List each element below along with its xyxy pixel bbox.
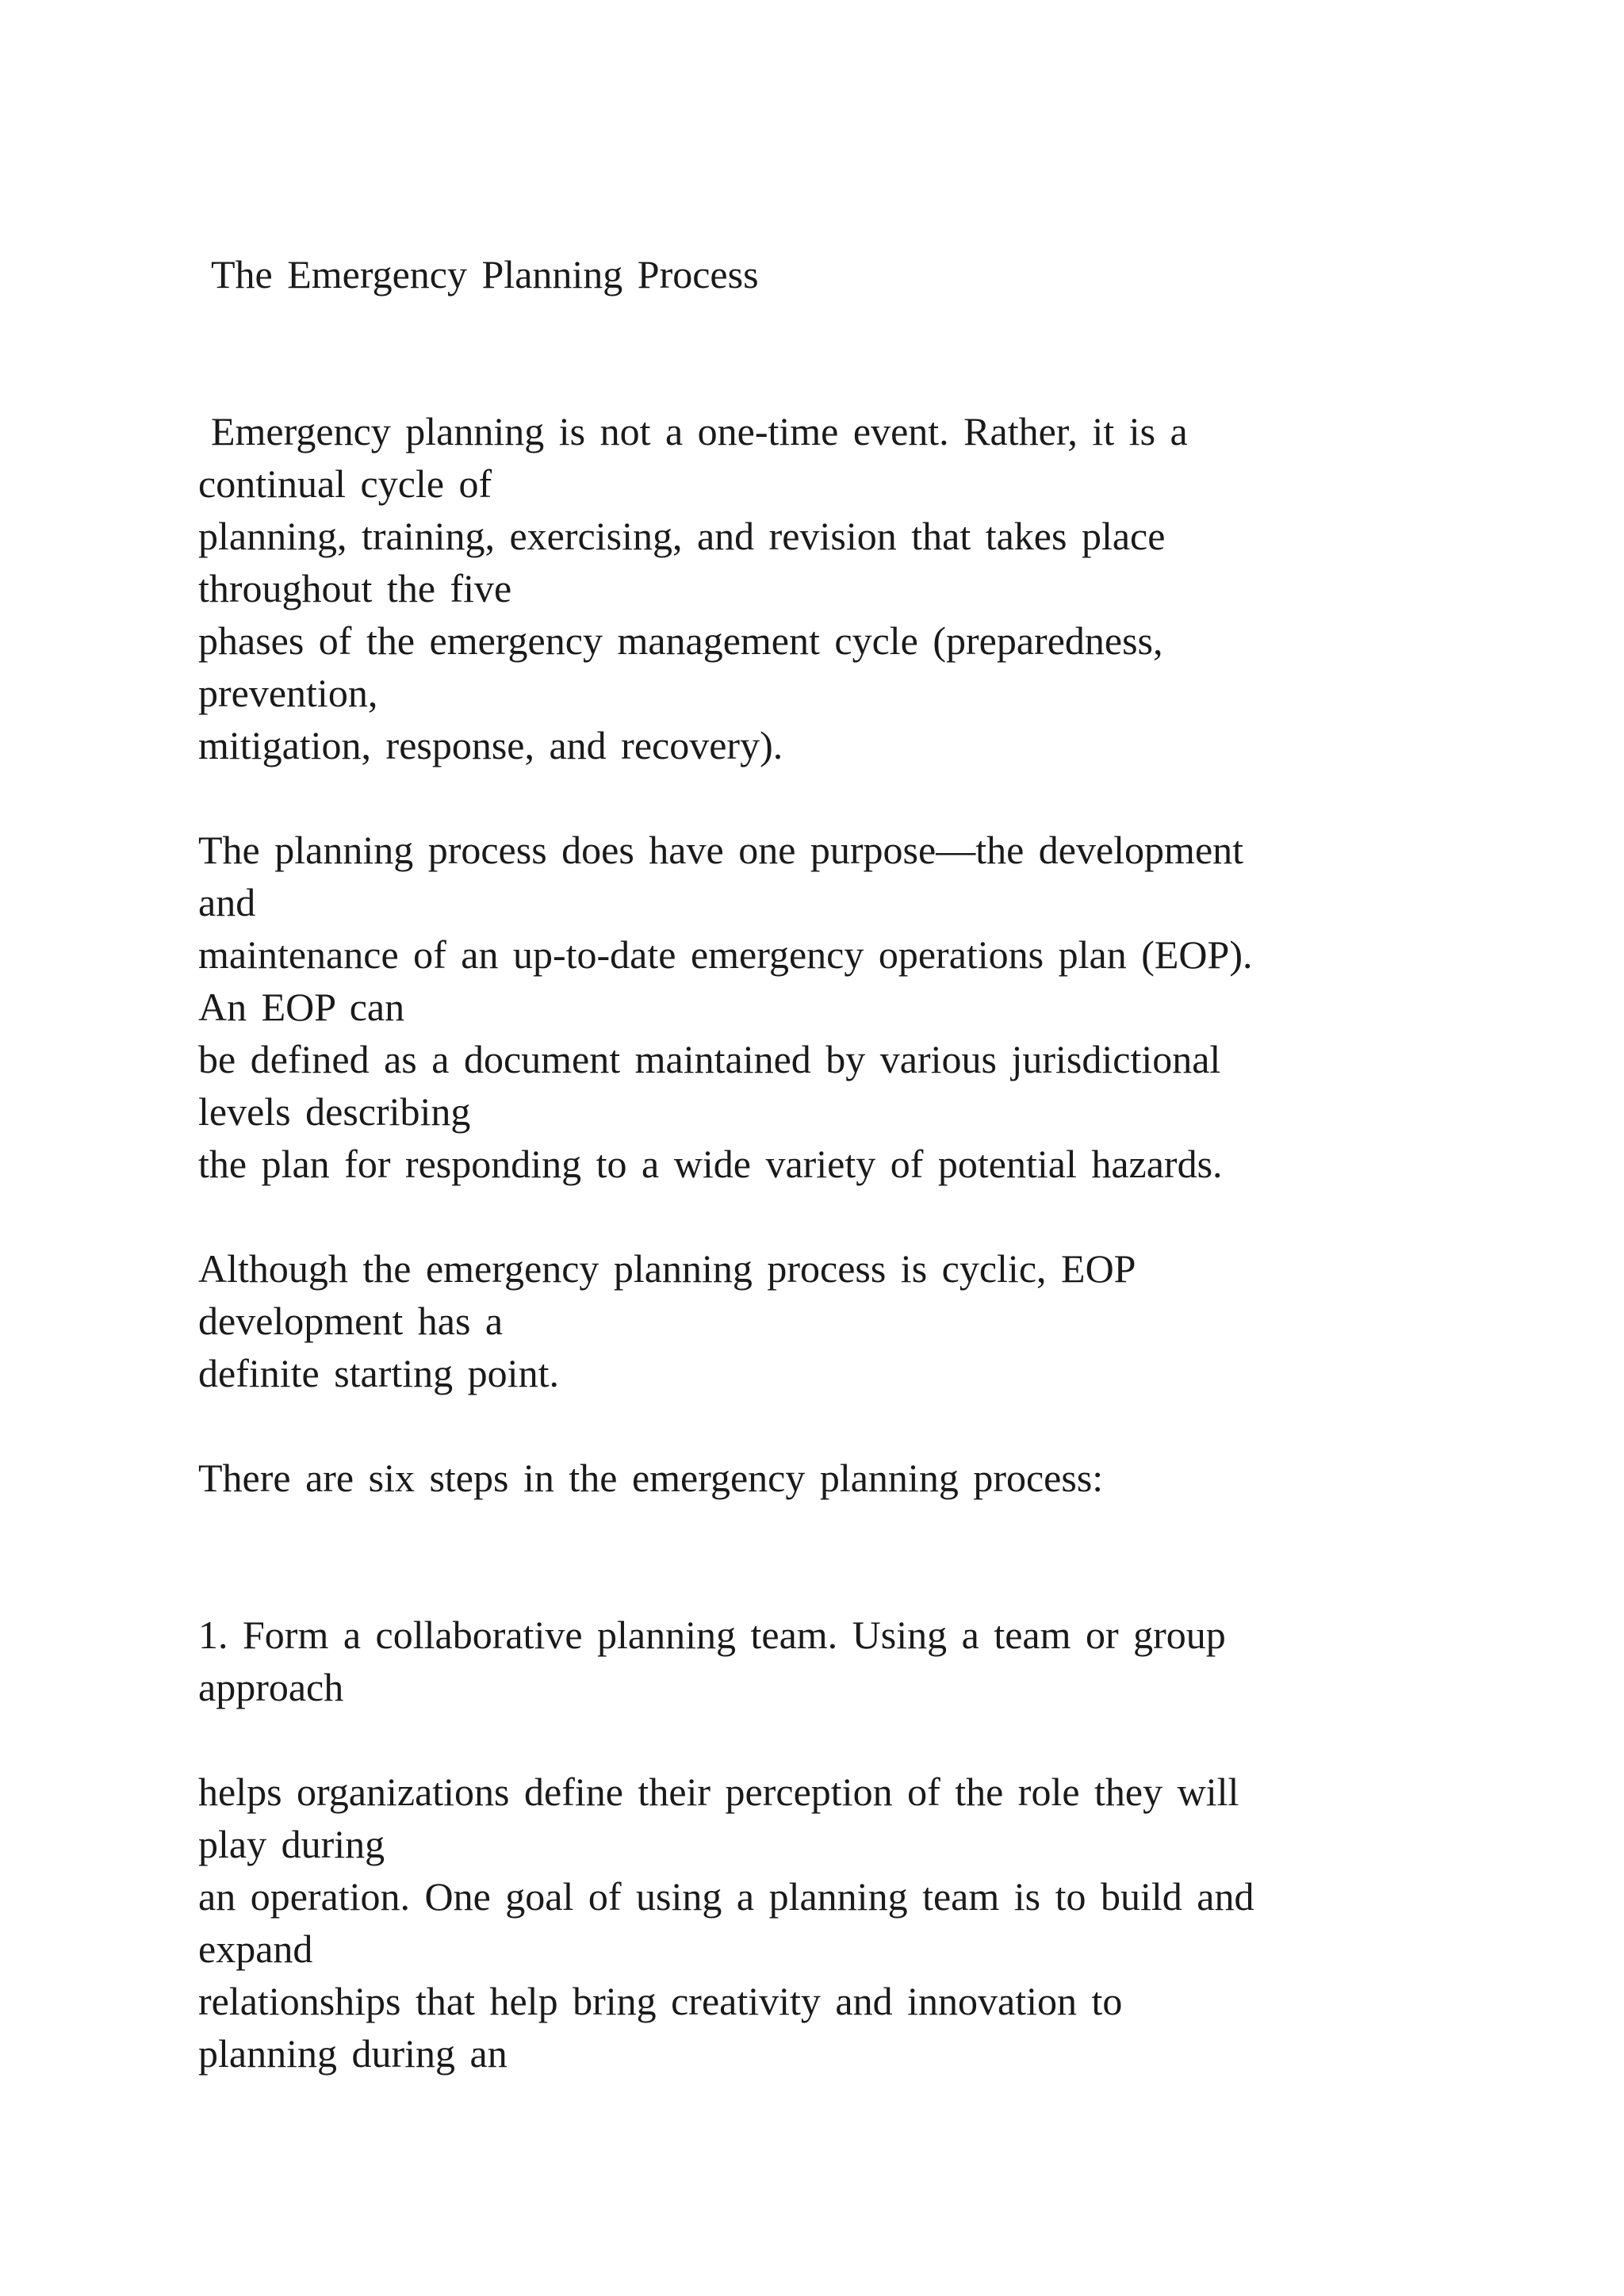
paragraph-2-line-2: and (198, 880, 256, 924)
paragraph-2-line-6: levels describing (198, 1089, 471, 1134)
paragraph-1-line-7: mitigation, response, and recovery). (198, 723, 783, 767)
paragraph-1-line-3: planning, training, exercising, and revision that takes place (198, 514, 1166, 558)
paragraph-1-line-6: prevention, (198, 671, 378, 715)
paragraph-6-line-1: helps organizations define their perception of the role they will (198, 1770, 1239, 1814)
paragraph-3-line-1: Although the emergency planning process is cyclic, EOP (198, 1246, 1136, 1291)
paragraph-3-line-2: development has a (198, 1299, 504, 1343)
paragraph-1-line-2: continual cycle of (198, 461, 492, 506)
paragraph-2-line-5: be defined as a document maintained by various jurisdictional (198, 1037, 1221, 1081)
paragraph-1-line-1: Emergency planning is not a one-time event. Rather, it is a (211, 409, 1188, 453)
paragraph-2-line-4: An EOP can (198, 985, 405, 1029)
paragraph-6-line-5: relationships that help bring creativity and innovation to (198, 1979, 1123, 2023)
step-1-line-1: 1. Form a collaborative planning team. Using a team or group (198, 1613, 1226, 1657)
paragraph-1-line-5: phases of the emergency management cycle (preparedness, (198, 618, 1163, 663)
paragraph-4-line-1: There are six steps in the emergency planning process: (198, 1456, 1104, 1500)
paragraph-2-line-7: the plan for responding to a wide variety of potential hazards. (198, 1142, 1223, 1186)
paragraph-1-line-4: throughout the five (198, 566, 512, 610)
paragraph-6-line-4: expand (198, 1927, 313, 1971)
paragraph-6-line-6: planning during an (198, 2031, 508, 2076)
paragraph-6-line-3: an operation. One goal of using a planning team is to build and (198, 1874, 1254, 1919)
paragraph-2-line-1: The planning process does have one purpose—the development (198, 828, 1244, 872)
paragraph-3-line-3: definite starting point. (198, 1351, 559, 1395)
step-1-line-2: approach (198, 1665, 344, 1709)
document-title: The Emergency Planning Process (211, 252, 759, 297)
paragraph-2-line-3: maintenance of an up-to-date emergency operations plan (EOP). (198, 932, 1253, 977)
paragraph-6-line-2: play during (198, 1822, 385, 1866)
